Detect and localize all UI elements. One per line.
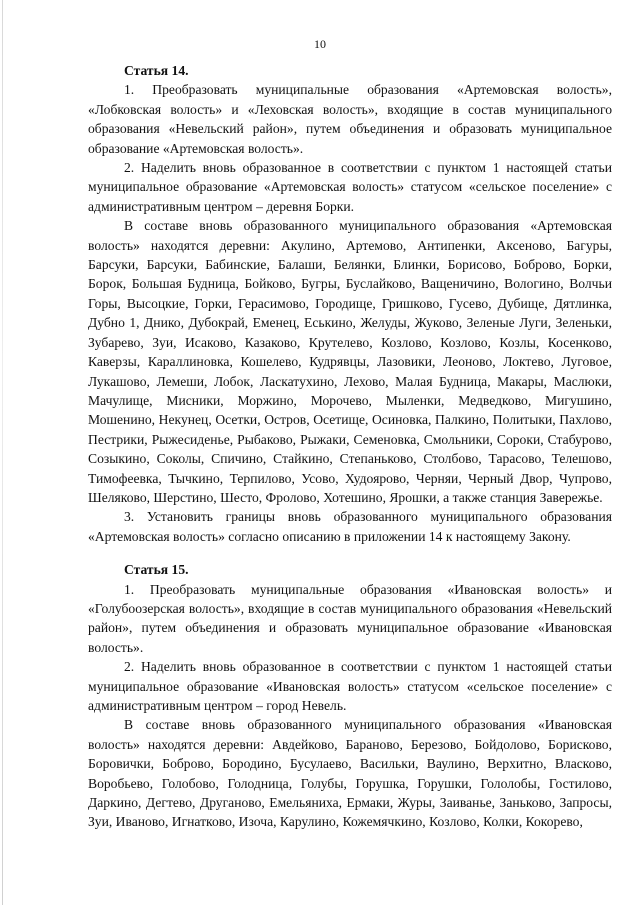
paragraph: 3. Установить границы вновь образованного муниципального образования «Артемовская волость» согласно описанию в приложении 14 к настоящему Закону. (88, 509, 612, 544)
section-gap (88, 546, 612, 560)
paragraph: В составе вновь образованного муниципального образования «Артемовская волость» находятся деревни: Акулино, Артемово, Антипенки, Аксеново, Багуры, Барсуки, Барсуки, Бабинские, Балаши, Белянки, Блинки, Борисово, Боброво, Борки, Борок, Большая Будница, Бойково, Бугры, Буслайково, Ващеничино, Вологино, Волчьи Горы, Высоцкие, Горки, Герасимово, Городище, Гришково, Гусево, Дубище, Дятлинка, Дубно 1, Днико, Дубокрай, Еменец, Еськино, Желуды, Жуково, Зеленые Луги, Зеленьки, Зубарево, Зуи, Исаково, Казаково, Крутелево, Козлово, Козлово, Козлы, Косенково, Каверзы, Караллиновка, Кошелево, Кудрявцы, Лазовики, Леоново, Локтево, Луговое, Лукашово, Лемеши, Лобок, Ласкатухино, Лехово, Малая Будница, Макары, Маслюки, Мачулище, Мисники, Моржино, Морочево, Мыленки, Медведково, Мигушино, Мошенино, Некунец, Осетки, Остров, Осетище, Осиновка, Палкино, Политыки, Пахлово, Пестрики, Рыжесиденье, Рыбаково, Рыжаки, Семеновка, Смольники, Сороки, Стабурово, Созыкино, Соколы, Спичино, Стайкино, Степаньково, Столбово, Тарасово, Телешово, Тимофеевка, Тычкино, Терпилово, Усово, Худоярово, Черняи, Черный Двор, Чупрово, Шеляково, Шерстино, Шесто, Фролово, Хотешино, Ярошки, а также станция Завережье. (88, 218, 612, 505)
article-title: Статья 14. (124, 63, 189, 78)
paragraph: 1. Преобразовать муниципальные образования «Артемовская волость», «Лобковская волость» и «Леховская волость», входящие в состав муниципального образования «Невельский район», путем объединения и образовать муниципальное образование «Артемовская волость». (88, 82, 612, 156)
article-15 (88, 560, 612, 832)
paragraph: 2. Наделить вновь образованное в соответствии с пунктом 1 настоящей статьи муниципальное образование «Артемовская волость» статусом «сельское поселение» с административным центром – деревня Борки. (88, 160, 612, 214)
page-number: 10 (314, 37, 326, 51)
paragraph: 1. Преобразовать муниципальные образования «Ивановская волость» и «Голубоозерская волость», входящие в состав муниципального образования «Невельский район», путем объединения и образовать муниципальное образование «Ивановская волость». (88, 581, 612, 655)
paragraph: В составе вновь образованного муниципального образования «Ивановская волость» находятся деревни: Авдейково, Бараново, Березово, Бойдолово, Борисково, Боровички, Боброво, Бородино, Бусулаево, Васильки, Ваулино, Верхитно, Власково, Воробьево, Голобово, Голодница, Голубы, Горушка, Горушки, Гололобы, Гостилово, Даркино, Дегтево, Друганово, Емельяниха, Ермаки, Журы, Заиванье, Заньково, Запросы, Зуи, Иваново, Игнатково, Изоча, Карулино, Кожемячкино, Козлово, Колки, Кокорево, (88, 717, 612, 830)
document-body (88, 61, 612, 832)
paragraph: 2. Наделить вновь образованное в соответствии с пунктом 1 настоящей статьи муниципальное образование «Ивановская волость» статусом «сельское поселение» с административным центром – город Невель. (88, 659, 612, 713)
scan-edge (2, 0, 3, 905)
article-title: Статья 15. (124, 562, 189, 578)
article-14 (88, 61, 612, 546)
